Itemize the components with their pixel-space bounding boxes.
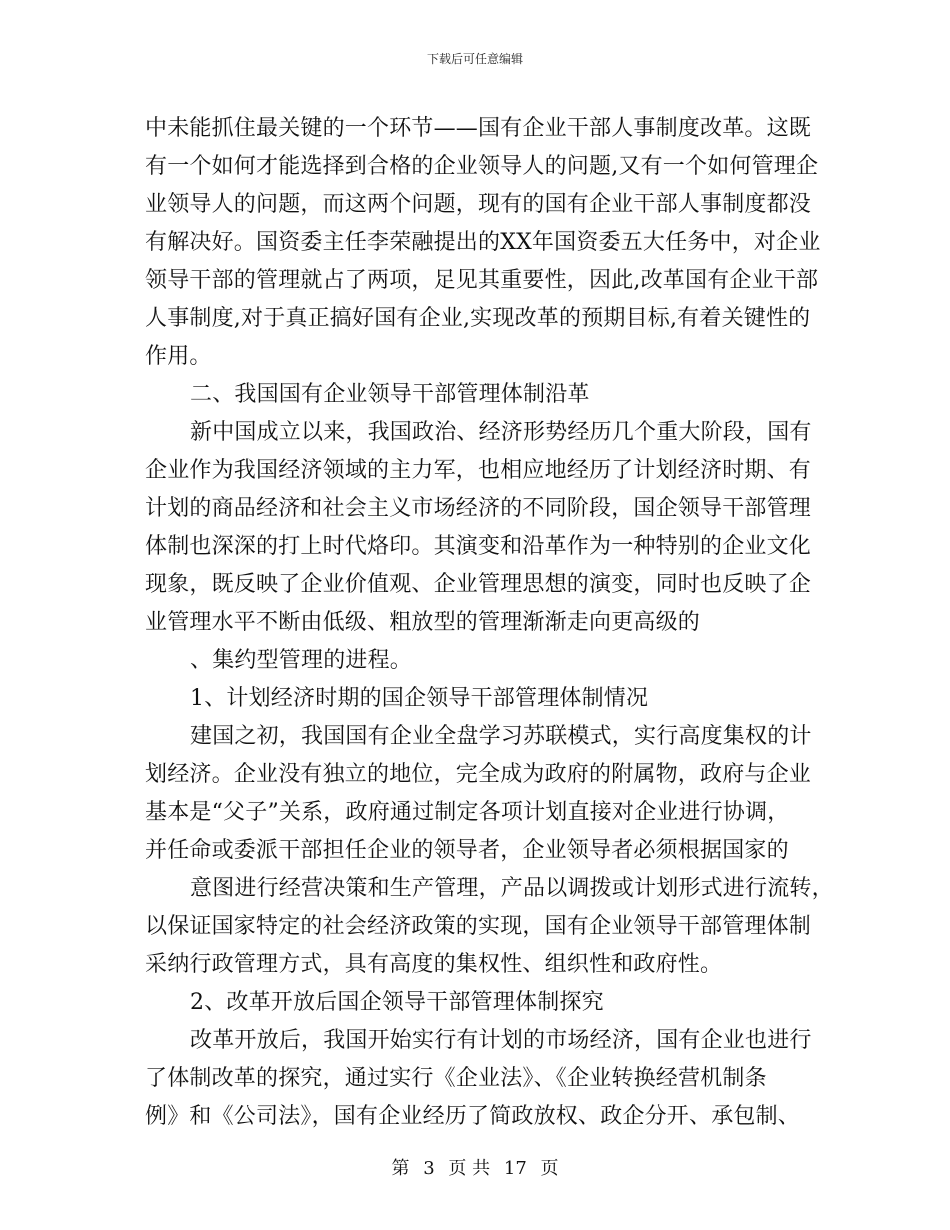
footer-prefix: 第 xyxy=(391,1158,410,1179)
page-footer xyxy=(0,1154,950,1180)
current-page-number: 3 xyxy=(423,1158,435,1179)
text-line: 以保证国家特定的社会经济政策的实现，国有企业领导干部管理体制 xyxy=(145,914,812,939)
text-line: 划经济。企业没有独立的地位，完全成为政府的附属物，政府与企业 xyxy=(145,762,812,787)
text-line: 人事制度,对于真正搞好国有企业,实现改革的预期目标,有着关键性的 xyxy=(145,306,811,331)
text-line: 并任命或委派干部担任企业的领导者，企业领导者必须根据国家的 xyxy=(145,838,789,863)
text-line: 新中国成立以来，我国政治、经济形势经历几个重大阶段，国有 xyxy=(190,420,812,445)
footer-middle: 页 共 xyxy=(448,1158,491,1179)
total-page-count: 17 xyxy=(503,1158,527,1179)
text-line: 、集约型管理的进程。 xyxy=(190,648,413,673)
text-line: 改革开放后，我国开始实行有计划的市场经济，国有企业也进行 xyxy=(190,1028,812,1053)
text-line: 现象，既反映了企业价值观、企业管理思想的演变，同时也反映了企 xyxy=(145,572,812,597)
text-line: 例》和《公司法》，国有企业经历了简政放权、政企分开、承包制、 xyxy=(145,1104,801,1129)
text-line: 计划的商品经济和社会主义市场经济的不同阶段，国企领导干部管理 xyxy=(145,496,812,521)
text-line: 领导干部的管理就占了两项，足见其重要性，因此,改革国有企业干部 xyxy=(145,268,819,293)
text-line: 建国之初，我国国有企业全盘学习苏联模式，实行高度集权的计 xyxy=(190,724,812,749)
text-line: 有解决好。国资委主任李荣融提出的XX年国资委五大任务中，对企业 xyxy=(145,230,821,255)
text-line: 基本是“父子”关系，政府通过制定各项计划直接对企业进行协调， xyxy=(145,800,790,825)
page-header: 下载后可任意编辑 xyxy=(426,52,523,66)
text-line: 采纳行政管理方式，具有高度的集权性、组织性和政府性。 xyxy=(145,952,723,977)
subsection-heading: 1、计划经济时期的国企领导干部管理体制情况 xyxy=(190,686,649,711)
text-line: 体制也深深的打上时代烙印。其演变和沿革作为一种特别的企业文化 xyxy=(145,534,812,559)
subsection-heading: 2、改革开放后国企领导干部管理体制探究 xyxy=(190,990,604,1015)
text-line: 业管理水平不断由低级、粗放型的管理渐渐走向更高级的 xyxy=(145,610,701,635)
text-line: 了体制改革的探究，通过实行《企业法》、《企业转换经营机制条 xyxy=(145,1066,767,1091)
text-line: 业领导人的问题，而这两个问题，现有的国有企业干部人事制度都没 xyxy=(145,192,812,217)
text-line: 企业作为我国经济领域的主力军，也相应地经历了计划经济时期、有 xyxy=(145,458,812,483)
text-line: 中未能抓住最关键的一个环节——国有企业干部人事制度改革。这既 xyxy=(145,116,812,141)
text-line: 有一个如何才能选择到合格的企业领导人的问题,又有一个如何管理企 xyxy=(145,154,819,179)
text-line: 作用。 xyxy=(145,344,212,369)
section-heading: 二、我国国有企业领导干部管理体制沿革 xyxy=(190,382,590,407)
footer-suffix: 页 xyxy=(540,1158,559,1179)
text-line: 意图进行经营决策和生产管理，产品以调拨或计划形式进行流转， xyxy=(190,876,834,901)
